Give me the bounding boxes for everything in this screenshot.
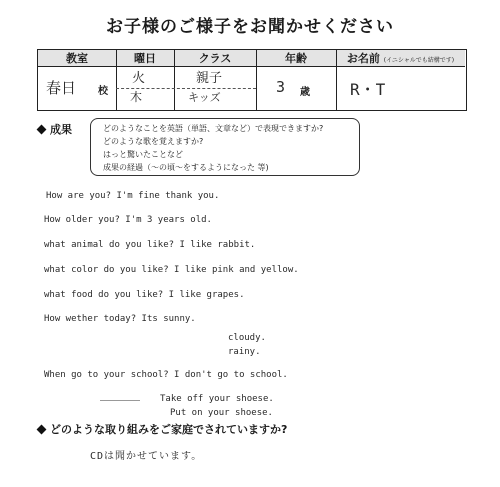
hint-line: どのような歌を覚えますか? bbox=[103, 137, 204, 146]
hint-line: 成果の経過（～の頃～をするようになった 等) bbox=[103, 163, 269, 172]
answer-line: what animal do you like? I like rabbit. bbox=[44, 240, 256, 250]
info-table bbox=[37, 49, 467, 111]
day-2: 木 bbox=[130, 90, 143, 104]
hint-line: はっと驚いたことなど bbox=[103, 150, 183, 159]
hint-box bbox=[90, 118, 360, 176]
diamond-icon bbox=[37, 125, 47, 135]
scribble-mark bbox=[100, 400, 140, 401]
hint-line: どのようなことを英語（単語、文章など）で表現できますか? bbox=[103, 124, 324, 133]
home-answer: CDは聞かせています。 bbox=[90, 451, 203, 462]
answer-line: When go to your school? I don't go to school. bbox=[44, 370, 288, 380]
header-class: クラス bbox=[174, 50, 256, 67]
results-heading-label: 成果 bbox=[50, 123, 72, 136]
header-name-label: お名前 bbox=[346, 52, 380, 65]
age-value: 3 bbox=[276, 78, 286, 96]
diamond-icon bbox=[37, 425, 47, 435]
answer-line: Take off your shoese. bbox=[160, 394, 274, 404]
class-1: 親子 bbox=[196, 71, 223, 86]
answer-line: what food do you like? I like grapes. bbox=[44, 290, 245, 300]
class-2: キッズ bbox=[188, 91, 221, 104]
answer-line: Put on your shoese. bbox=[170, 408, 273, 418]
answer-line: what color do you like? I like pink and yellow. bbox=[44, 265, 299, 275]
page-title: お子様のご様子をお聞かせください bbox=[106, 17, 394, 37]
home-heading bbox=[36, 421, 287, 437]
header-day: 曜日 bbox=[116, 50, 174, 67]
answer-line: rainy. bbox=[228, 347, 261, 357]
classroom-suffix: 校 bbox=[98, 86, 108, 97]
answer-line: How are you? I'm fine thank you. bbox=[46, 191, 220, 201]
name-value: R・T bbox=[350, 80, 386, 99]
classroom-value: 春日 bbox=[46, 79, 77, 97]
header-age: 年齢 bbox=[256, 50, 336, 67]
answer-line: How older you? I'm 3 years old. bbox=[44, 215, 212, 225]
home-heading-label: どのような取り組みをご家庭でされていますか? bbox=[50, 423, 288, 436]
header-name-note: (イニシャルでも結構です) bbox=[383, 57, 455, 64]
answer-line: cloudy. bbox=[228, 333, 266, 343]
day-1: 火 bbox=[132, 71, 146, 86]
header-name bbox=[336, 50, 465, 67]
header-classroom: 教室 bbox=[38, 50, 116, 67]
age-suffix: 歳 bbox=[300, 87, 310, 98]
answer-line: How wether today? Its sunny. bbox=[44, 314, 196, 324]
results-heading bbox=[36, 121, 72, 137]
